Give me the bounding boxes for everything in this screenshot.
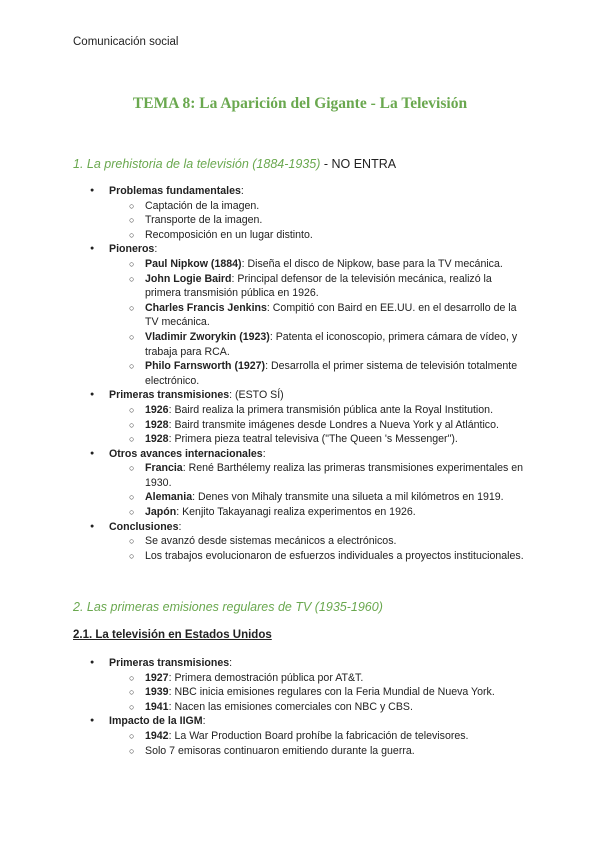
sub-bullet-item: [0, 257, 600, 272]
sub-bullet-text: Recomposición en un lugar distinto.: [145, 228, 313, 241]
section-1-heading-text: 1. La prehistoria de la televisión (1884-1935): [73, 157, 321, 171]
bullet-label: Impacto de la IIGM: [109, 715, 203, 728]
section-1-heading-note: - NO ENTRA: [320, 157, 397, 171]
sub-bullet-text: : Nacen las emisiones comerciales con NBC y CBS.: [168, 700, 413, 713]
sub-bullet-key: 1941: [145, 700, 169, 713]
section-2-list: [0, 656, 600, 758]
bullet-label: Pioneros: [109, 243, 155, 256]
sub-bullet-item: [0, 359, 600, 388]
sub-bullet-key: Francia: [145, 462, 183, 475]
sub-bullet-item: [0, 272, 600, 301]
section-2-heading: [73, 600, 383, 614]
sub-bullet-item: [0, 534, 600, 549]
section-1-heading: [73, 157, 396, 171]
sub-bullet-text: Captación de la imagen.: [145, 199, 260, 212]
sub-bullet-text: : Diseña el disco de Nipkow, base para la TV mecánica.: [241, 257, 503, 270]
bullet-label-suffix: :: [229, 657, 233, 669]
sub-bullet-text: Solo 7 emisoras continuaron emitiendo durante la guerra.: [145, 744, 415, 757]
sub-bullet-item: [0, 213, 600, 228]
sub-bullet-item: [0, 505, 600, 520]
bullet-group: [0, 714, 600, 729]
sub-bullet-item: [0, 490, 600, 505]
sub-bullet-text: : Denes von Mihaly transmite una silueta a mil kilómetros en 1919.: [192, 491, 504, 504]
sub-bullet-text: : La War Production Board prohíbe la fabricación de televisores.: [168, 729, 469, 742]
bullet-group: [0, 184, 600, 199]
bullet-label-suffix: :: [202, 715, 206, 728]
sub-bullet-key: 1926: [145, 403, 169, 416]
sub-bullet-item: [0, 685, 600, 700]
sub-bullet-item: [0, 228, 600, 243]
sub-bullet-key: 1928: [145, 433, 169, 446]
sub-bullet-text: : Principal defensor de la televisión mecánica, realizó la primera transmisión pública en 1926.: [145, 272, 492, 300]
sub-bullet-item: [0, 432, 600, 447]
sub-bullet-text: Se avanzó desde sistemas mecánicos a electrónicos.: [145, 535, 397, 548]
bullet-group: [0, 447, 600, 462]
sub-bullet-text: : Primera demostración pública por AT&T.: [168, 671, 364, 684]
sub-bullet-item: [0, 301, 600, 330]
sub-bullet-text: : Kenjito Takayanagi realiza experimentos en 1926.: [176, 506, 416, 519]
document-title: TEMA 8: La Aparición del Gigante - La Televisión: [132, 95, 468, 112]
sub-bullet-text: Transporte de la imagen.: [145, 214, 263, 227]
sub-bullet-text: : Primera pieza teatral televisiva ("The Queen 's Messenger").: [168, 433, 458, 446]
sub-bullet-item: [0, 744, 600, 759]
sub-bullet-text: : Desarrolla el primer sistema de televisión totalmente electrónico.: [145, 360, 518, 387]
bullet-group: [0, 242, 600, 257]
sub-bullet-key: 1928: [145, 418, 169, 431]
bullet-label: Conclusiones: [109, 520, 179, 533]
bullet-group: [0, 520, 600, 535]
sub-bullet-key: Charles Francis Jenkins: [145, 301, 267, 314]
section-1-list: [0, 184, 600, 563]
sub-bullet-key: 1927: [145, 671, 169, 684]
sub-bullet-text: : NBC inicia emisiones regulares con la Feria Mundial de Nueva York.: [168, 686, 495, 699]
sub-bullet-key: Japón: [145, 506, 177, 519]
sub-bullet-text: : Baird realiza la primera transmisión pública ante la Royal Institution.: [168, 403, 494, 416]
sub-bullet-key: John Logie Baird: [145, 272, 232, 285]
sub-bullet-key: Vladimir Zworykin (1923): [145, 330, 270, 343]
sub-bullet-text: : René Barthélemy realiza las primeras transmisiones experimentales en 1930.: [145, 462, 524, 489]
sub-bullet-key: Philo Farnsworth (1927): [145, 360, 266, 373]
sub-bullet-key: 1942: [145, 729, 169, 742]
bullet-group: [0, 656, 600, 671]
sub-bullet-text: : Baird transmite imágenes desde Londres a Nueva York y al Atlántico.: [168, 418, 499, 431]
sub-bullet-item: [0, 403, 600, 418]
sub-bullet-key: Paul Nipkow (1884): [145, 257, 242, 270]
bullet-label: Primeras transmisiones: [109, 389, 230, 402]
sub-bullet-item: [0, 418, 600, 433]
sub-bullet-text: Los trabajos evolucionaron de esfuerzos individuales a proyectos institucionales.: [145, 549, 524, 562]
sub-bullet-item: [0, 330, 600, 359]
sub-bullet-item: [0, 199, 600, 214]
bullet-label-suffix: :: [262, 447, 266, 460]
bullet-label-suffix: : (ESTO SÍ): [229, 389, 284, 402]
bullet-label-suffix: :: [154, 243, 158, 256]
bullet-group: [0, 388, 600, 403]
bullet-label-suffix: :: [178, 520, 182, 533]
section-2-1-heading: 2.1. La televisión en Estados Unidos: [73, 629, 272, 641]
sub-bullet-key: Alemania: [145, 491, 193, 504]
sub-bullet-item: [0, 549, 600, 564]
bullet-label: Otros avances internacionales: [109, 447, 263, 460]
sub-bullet-text: : Compitió con Baird en EE.UU. en el desarrollo de la TV mecánica.: [145, 301, 517, 329]
bullet-label: Problemas fundamentales: [109, 185, 241, 197]
page-header: Comunicación social: [73, 36, 179, 48]
bullet-label-suffix: :: [240, 185, 244, 197]
section-2-heading-text: 2. Las primeras emisiones regulares de TV (1935-1960): [73, 600, 383, 614]
bullet-label: Primeras transmisiones: [109, 657, 230, 669]
sub-bullet-item: [0, 671, 600, 686]
sub-bullet-item: [0, 700, 600, 715]
sub-bullet-text: : Patenta el iconoscopio, primera cámara de vídeo, y trabaja para RCA.: [145, 330, 518, 358]
sub-bullet-item: [0, 729, 600, 744]
sub-bullet-key: 1939: [145, 686, 169, 699]
sub-bullet-item: [0, 461, 600, 490]
